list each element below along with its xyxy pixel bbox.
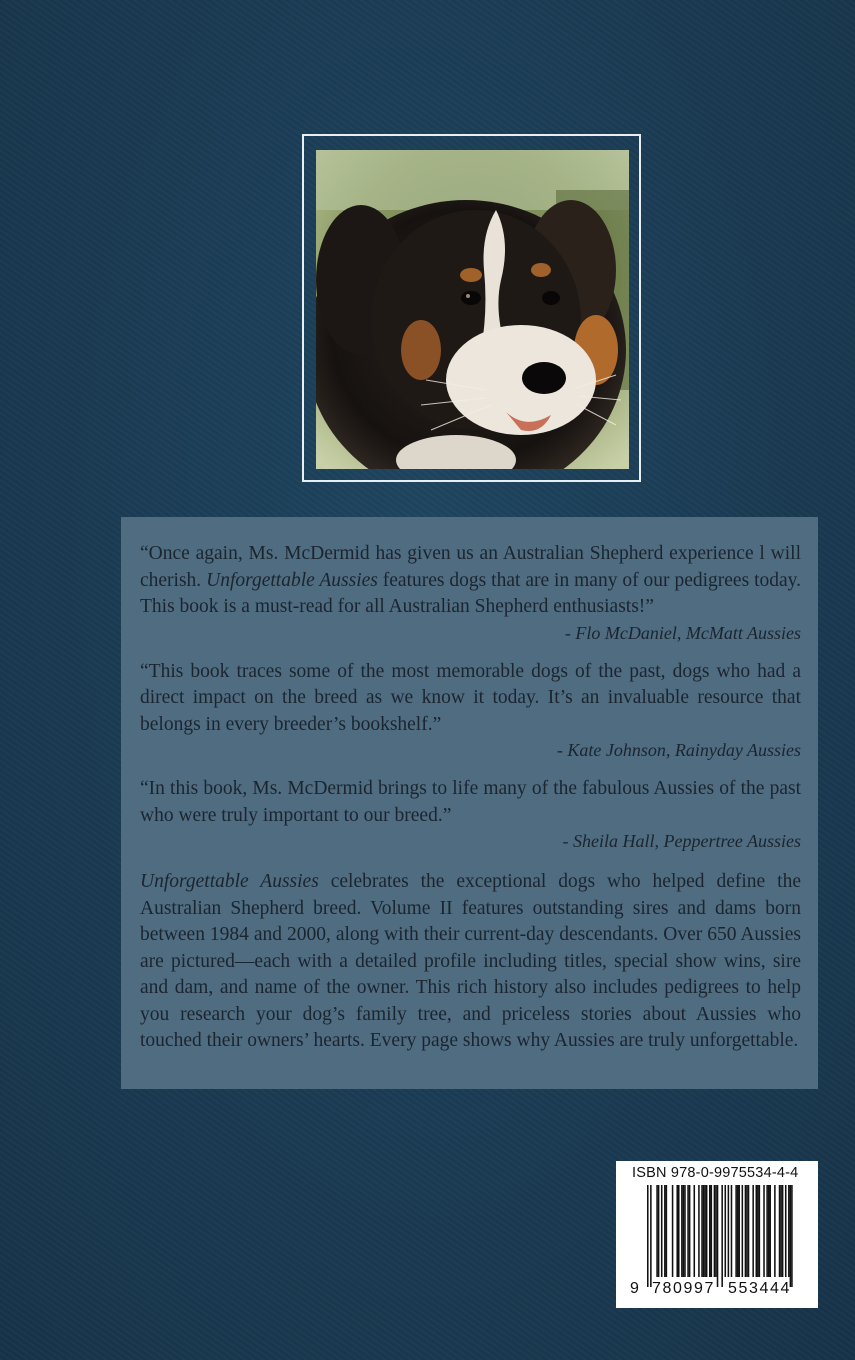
barcode-bar — [759, 1185, 761, 1277]
barcode-bar — [715, 1185, 717, 1277]
isbn-label: ISBN 978-0-9975534-4-4 — [632, 1165, 799, 1181]
quote-1-text-b: features dogs that are in many of our pedigrees today. This book is a must-read for all Australian Shepherd enthusiasts!” — [140, 569, 802, 617]
barcode-bar — [748, 1185, 750, 1277]
barcode-bar — [689, 1185, 691, 1277]
barcode-bar — [683, 1185, 685, 1277]
barcode-bar — [735, 1185, 737, 1277]
barcode-bar — [672, 1185, 674, 1277]
barcode-bar — [731, 1185, 733, 1277]
barcode-digits — [616, 1280, 818, 1302]
barcode-bar — [752, 1185, 754, 1277]
quote-1-title: Unforgettable Aussies — [206, 569, 378, 591]
barcode-bar — [756, 1185, 758, 1277]
barcode-bar — [658, 1185, 660, 1277]
quote-1-text-a: “Once again, Ms. McDermid has given us an Australian Shepherd experience l will cherish. — [140, 543, 801, 591]
isbn-barcode — [616, 1161, 818, 1308]
barcode-bar — [763, 1185, 765, 1277]
barcode-bar — [656, 1185, 658, 1277]
book-description — [140, 869, 801, 1055]
barcode-bar — [701, 1185, 703, 1277]
quote-3: “In this book, Ms. McDermid brings to life many of the fabulous Aussies of the past who were truly important to our breed.” — [140, 778, 801, 826]
barcode-bar — [728, 1185, 730, 1277]
barcode-bar — [694, 1185, 696, 1277]
description-title: Unforgettable Aussies — [140, 871, 319, 892]
quote-3-attribution: - Sheila Hall, Peppertree Aussies — [562, 831, 801, 851]
barcode-bar — [738, 1185, 740, 1277]
barcode-bar — [704, 1185, 706, 1277]
blurb-box — [121, 517, 818, 1089]
barcode-bar — [703, 1185, 705, 1277]
barcode-bar — [666, 1185, 668, 1277]
barcode-bar — [746, 1185, 748, 1277]
barcode-bar — [766, 1185, 768, 1277]
barcode-bar — [768, 1185, 770, 1277]
barcode-bar — [661, 1185, 663, 1277]
barcode-bar — [706, 1185, 708, 1277]
barcode-bar — [687, 1185, 689, 1277]
quote-1 — [140, 541, 801, 621]
barcode-bar — [745, 1185, 747, 1277]
barcode-right-group: 553444 — [728, 1280, 791, 1297]
barcode-bar — [681, 1185, 683, 1277]
barcode-bar — [757, 1185, 759, 1277]
barcode-bar — [698, 1185, 700, 1277]
barcode-bar — [684, 1185, 686, 1277]
barcode-bar — [717, 1185, 719, 1287]
puppy-photo — [316, 150, 629, 469]
barcode-bar — [721, 1185, 723, 1287]
barcode-bar — [785, 1185, 787, 1277]
barcode-bar — [788, 1185, 790, 1277]
barcode-bar — [711, 1185, 713, 1277]
barcode-first-digit: 9 — [630, 1280, 639, 1297]
barcode-bar — [676, 1185, 678, 1277]
barcode-bar — [791, 1185, 793, 1287]
barcode-bar — [664, 1185, 666, 1277]
barcode-bar — [790, 1185, 792, 1287]
quote-1-attribution: - Flo McDaniel, McMatt Aussies — [564, 622, 801, 643]
barcode-bar — [782, 1185, 784, 1277]
barcode-bar — [769, 1185, 771, 1277]
barcode-bar — [678, 1185, 680, 1277]
barcode-bar — [774, 1185, 776, 1277]
quote-2-attribution: - Kate Johnson, Rainyday Aussies — [556, 740, 801, 760]
barcode-bar — [737, 1185, 739, 1277]
barcode-bar — [725, 1185, 727, 1277]
barcode-left-group: 780997 — [652, 1280, 715, 1297]
barcode-bar — [709, 1185, 711, 1277]
barcode-bar — [780, 1185, 782, 1277]
quote-2: “This book traces some of the most memorable dogs of the past, dogs who had a direct impact on the breed as we know it today. It’s an invaluable resource that belongs in every breeder’s bookshelf.” — [140, 660, 801, 735]
barcode-bar — [742, 1185, 744, 1277]
barcode-bar — [650, 1185, 652, 1287]
description-text: celebrates the exceptional dogs who helped define the Australian Shepherd breed. Volume II features outstanding sires and dams born between 1984 and 2000, along with their current-day descendants. Over 650 Aussies are pictured—each with a detailed profile including titles, special show wins, sire and dam, and name of the owner. This rich history also includes pedigrees to help you research your dog’s family tree, and priceless stories about Aussies who touched their owners’ hearts. Every page shows why Aussies are truly unforgettable. — [140, 871, 801, 1051]
barcode-bar — [647, 1185, 649, 1287]
barcode-bar — [714, 1185, 716, 1277]
barcode-bar — [779, 1185, 781, 1277]
